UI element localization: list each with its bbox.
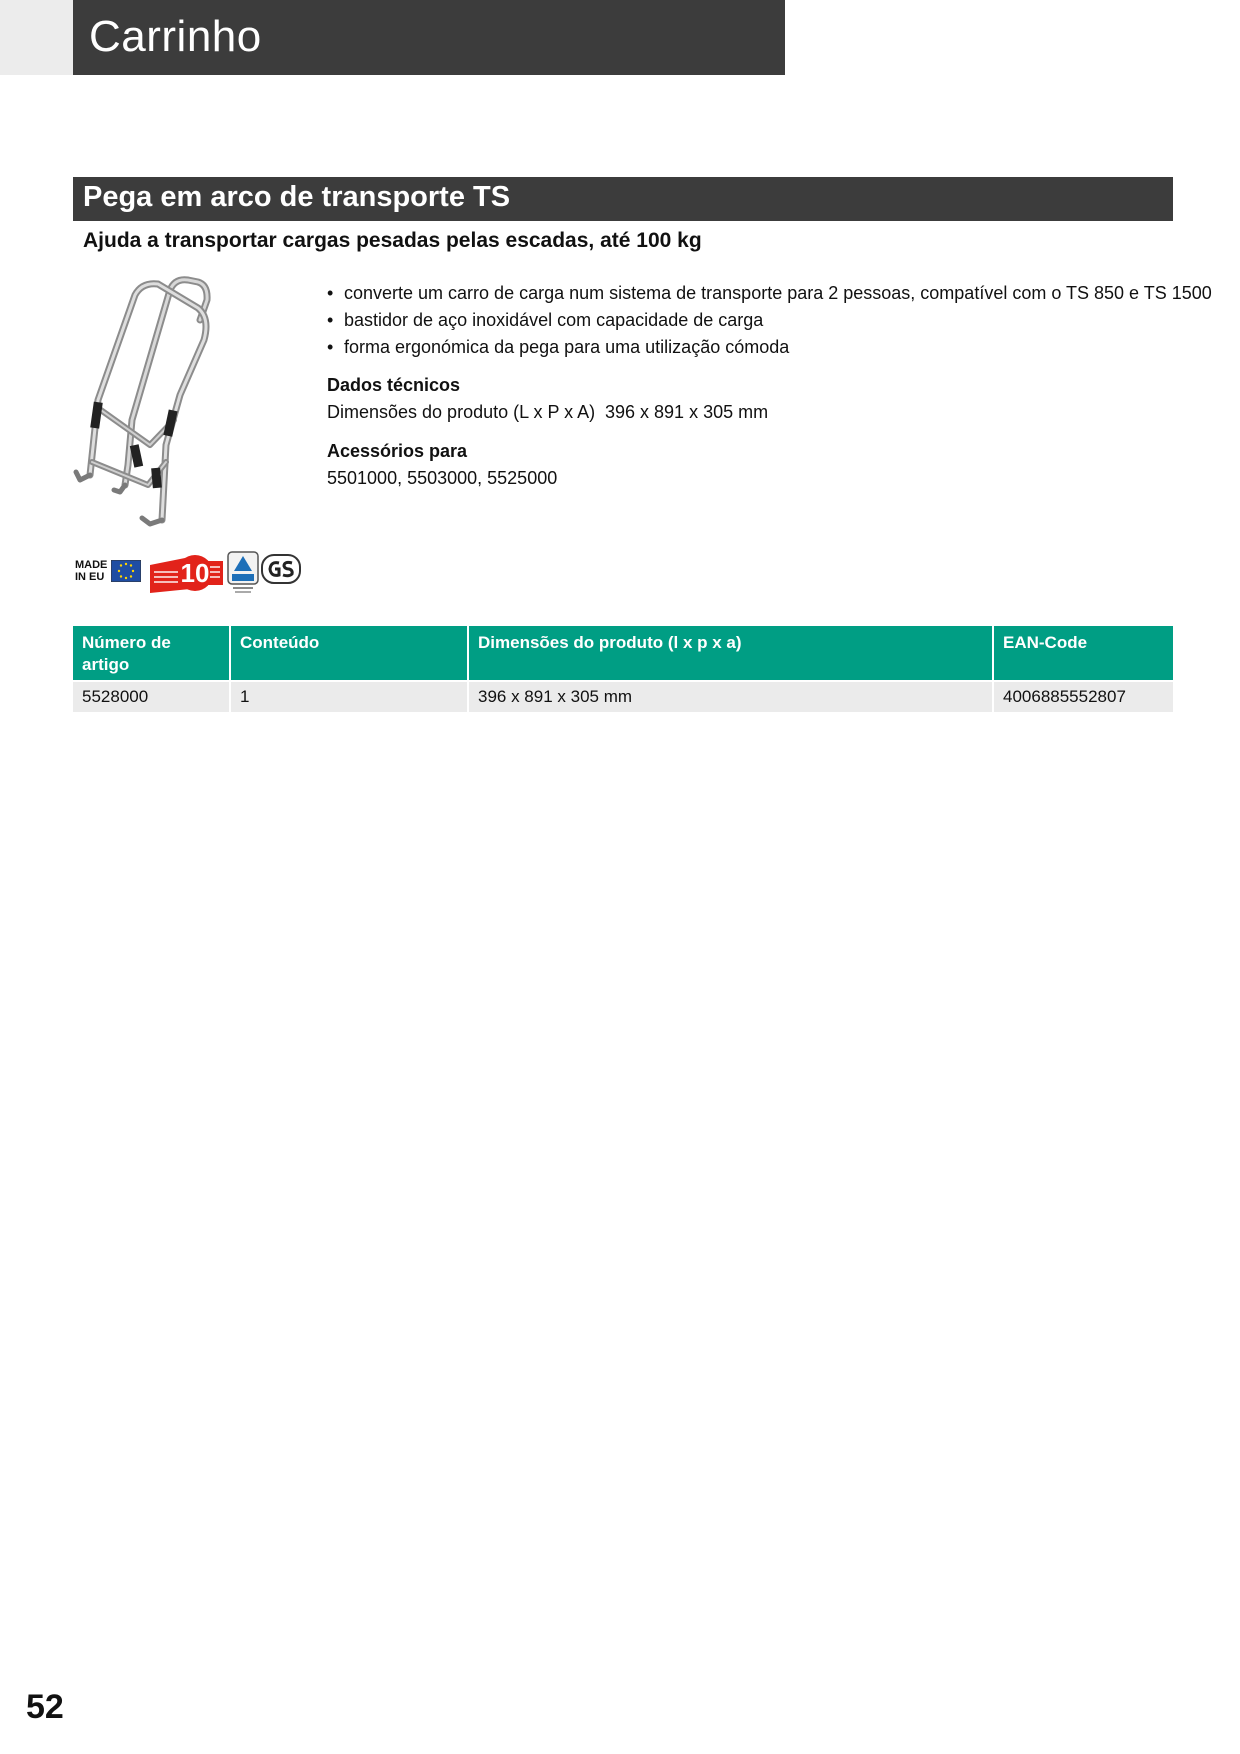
gs-certification-icon [261,554,301,584]
tuv-certification-icon [227,551,259,595]
table-cell: 1 [230,681,468,712]
column-header: Conteúdo [230,626,468,681]
article-table [73,626,1173,712]
dimensions-value: 396 x 891 x 305 mm [605,402,769,422]
feature-list [327,280,1212,361]
column-header: EAN-Code [993,626,1173,681]
feature-item: • bastidor de aço inoxidável com capacidade de carga [327,307,1212,334]
column-header: Número de artigo [73,626,230,681]
bullet-icon: • [327,310,334,330]
table-cell: 396 x 891 x 305 mm [468,681,993,712]
warranty-badge-icon [150,551,225,593]
bullet-icon: • [327,283,334,303]
section-header [73,0,785,75]
tech-data-heading: Dados técnicos [327,375,461,395]
table-cell: 5528000 [73,681,230,712]
feature-item: • forma ergonómica da pega para uma utilização cómoda [327,334,1212,361]
table-header-row [73,626,1173,681]
bullet-icon: • [327,337,334,357]
section-title: Carrinho [89,12,262,61]
dimensions-label: Dimensões do produto (L x P x A) [327,402,596,422]
column-header: Dimensões do produto (l x p x a) [468,626,993,681]
certification-badges [73,551,305,595]
made-in-eu-badge: MADE IN EU [75,559,141,587]
accessories-heading: Acessórios para [327,441,468,461]
product-title: Pega em arco de transporte TS [83,181,511,213]
corner-tab [0,0,73,75]
product-subtitle: Ajuda a transportar cargas pesadas pelas escadas, até 100 kg [83,229,702,252]
page-number: 52 [26,1688,64,1726]
feature-item: • converte um carro de carga num sistema de transporte para 2 pessoas, compatível com o TS 850 e TS 1500 [327,280,1212,307]
table-cell: 4006885552807 [993,681,1173,712]
product-title-bar [73,177,1173,221]
transport-handle-image [70,270,230,535]
accessories-value: 5501000, 5503000, 5525000 [327,468,558,488]
svg-text:10: 10 [180,558,210,588]
table-row [73,681,1173,712]
eu-flag-icon [111,560,141,582]
